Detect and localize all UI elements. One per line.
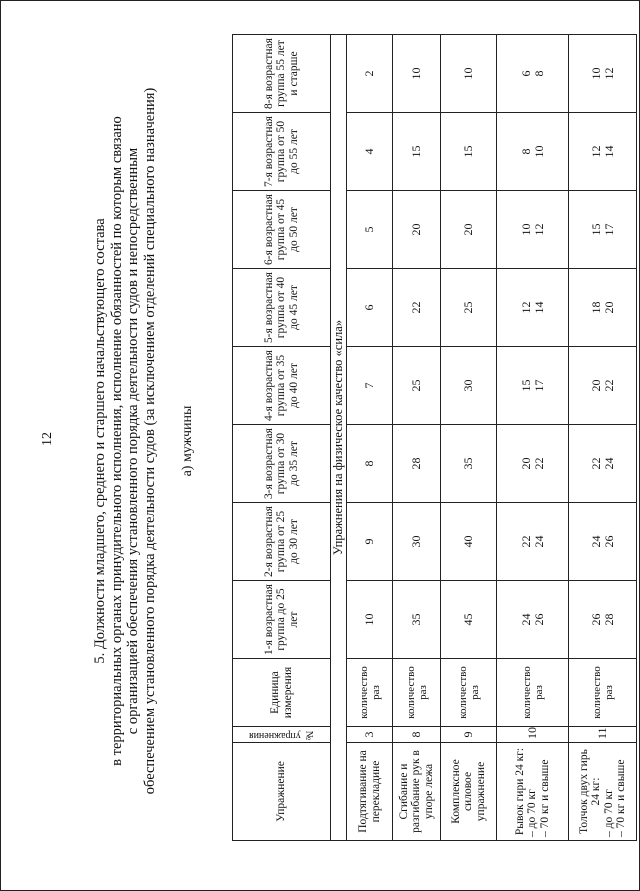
table-row (441, 35, 497, 841)
value-cell: 25 (441, 269, 497, 347)
value-cell: 22 24 (497, 503, 569, 581)
table-row (569, 35, 637, 841)
value-cell: 6 (347, 269, 393, 347)
unit-cell: количество раз (441, 659, 497, 727)
heading-line: 5. Должности младшего, среднего и старшего начальствующего состава (92, 218, 108, 664)
value-cell: 15 17 (497, 347, 569, 425)
value-cell: 7 (347, 347, 393, 425)
value-cell: 2 (347, 35, 393, 113)
header-group-1: 1-я возрастная группа до 25 лет (233, 581, 331, 659)
value-cell: 20 (441, 191, 497, 269)
value-cell: 12 14 (569, 113, 637, 191)
exercise-name: Комплексное силовое упражнение (441, 743, 497, 841)
header-group-5: 5-я возрастная группа от 40 до 45 лет (233, 269, 331, 347)
value-cell: 24 26 (569, 503, 637, 581)
subheading: а) мужчины (180, 405, 195, 477)
exercise-number: 11 (569, 727, 637, 743)
value-cell: 28 (393, 425, 441, 503)
unit-cell: количество раз (347, 659, 393, 727)
value-cell: 15 (393, 113, 441, 191)
page-number: 12 (40, 432, 55, 446)
table-row (347, 35, 393, 841)
exercise-name: Рывок гири 24 кг: – до 70 кг – 70 кг и свыше (497, 743, 569, 841)
value-cell: 8 (347, 425, 393, 503)
norms-table (232, 34, 637, 841)
value-cell: 35 (393, 581, 441, 659)
header-group-6: 6-я возрастная группа от 45 до 50 лет (233, 191, 331, 269)
value-cell: 30 (441, 347, 497, 425)
exercise-name: Подтягивание на перекладине (347, 743, 393, 841)
value-cell: 15 17 (569, 191, 637, 269)
value-cell: 8 10 (497, 113, 569, 191)
value-cell: 26 28 (569, 581, 637, 659)
value-cell: 20 (393, 191, 441, 269)
value-cell: 9 (347, 503, 393, 581)
heading-line: с организацией обеспечения установленного порядка деятельности судов и непосредственным (125, 147, 141, 735)
unit-cell: количество раз (497, 659, 569, 727)
header-unit: Единица измерения (233, 659, 331, 727)
value-cell: 6 8 (497, 35, 569, 113)
exercise-name: Сгибание и разгибание рук в упоре лежа (393, 743, 441, 841)
value-cell: 12 14 (497, 269, 569, 347)
header-group-8: 8-я возрастная группа 55 лет и старше (233, 35, 331, 113)
heading-line: в территориальных органах принудительного исполнения, исполнение обязанностей по которым связано (108, 116, 125, 766)
header-group-2: 2-я возрастная группа от 25 до 30 лет (233, 503, 331, 581)
value-cell: 18 20 (569, 269, 637, 347)
value-cell: 45 (441, 581, 497, 659)
table-row (393, 35, 441, 841)
header-group-4: 4-я возрастная группа от 35 до 40 лет (233, 347, 331, 425)
value-cell: 10 12 (569, 35, 637, 113)
weight-class: – 70 кг и свыше (615, 759, 627, 837)
value-cell: 24 26 (497, 581, 569, 659)
value-cell: 10 (441, 35, 497, 113)
value-cell: 30 (393, 503, 441, 581)
value-cell: 20 22 (569, 347, 637, 425)
value-cell: 10 (347, 581, 393, 659)
exercise-number: 9 (441, 727, 497, 743)
weight-class: – до 70 кг (526, 789, 539, 837)
exercise-name: Толчок двух гирь 24 кг: – до 70 кг – 70 кг и свыше (569, 743, 637, 841)
header-group-7: 7-я возрастная группа от 50 до 55 лет (233, 113, 331, 191)
exercise-number: 10 (497, 727, 569, 743)
value-cell: 15 (441, 113, 497, 191)
document-heading (92, 61, 158, 821)
value-cell: 20 22 (497, 425, 569, 503)
section-row (331, 35, 347, 841)
unit-cell: количество раз (393, 659, 441, 727)
exercise-number: 3 (347, 727, 393, 743)
value-cell: 22 (393, 269, 441, 347)
value-cell: 10 (393, 35, 441, 113)
value-cell: 5 (347, 191, 393, 269)
header-group-3: 3-я возрастная группа от 30 до 35 лет (233, 425, 331, 503)
value-cell: 4 (347, 113, 393, 191)
value-cell: 25 (393, 347, 441, 425)
weight-class: – 70 кг и свыше (538, 759, 551, 837)
header-exercise: Упражнение (233, 743, 331, 841)
value-cell: 22 24 (569, 425, 637, 503)
unit-cell: количество раз (569, 659, 637, 727)
value-cell: 10 12 (497, 191, 569, 269)
header-row (233, 35, 331, 841)
value-cell: 40 (441, 503, 497, 581)
exercise-number: 8 (393, 727, 441, 743)
header-number: № упражнения (233, 727, 331, 743)
section-title: Упражнения на физическое качество «сила» (331, 35, 347, 841)
table-row (497, 35, 569, 841)
weight-class: – до 70 кг (602, 789, 615, 837)
heading-line: обеспечением установленного порядка деятельности судов (за исключением отделений специального назначения) (141, 87, 158, 795)
value-cell: 35 (441, 425, 497, 503)
